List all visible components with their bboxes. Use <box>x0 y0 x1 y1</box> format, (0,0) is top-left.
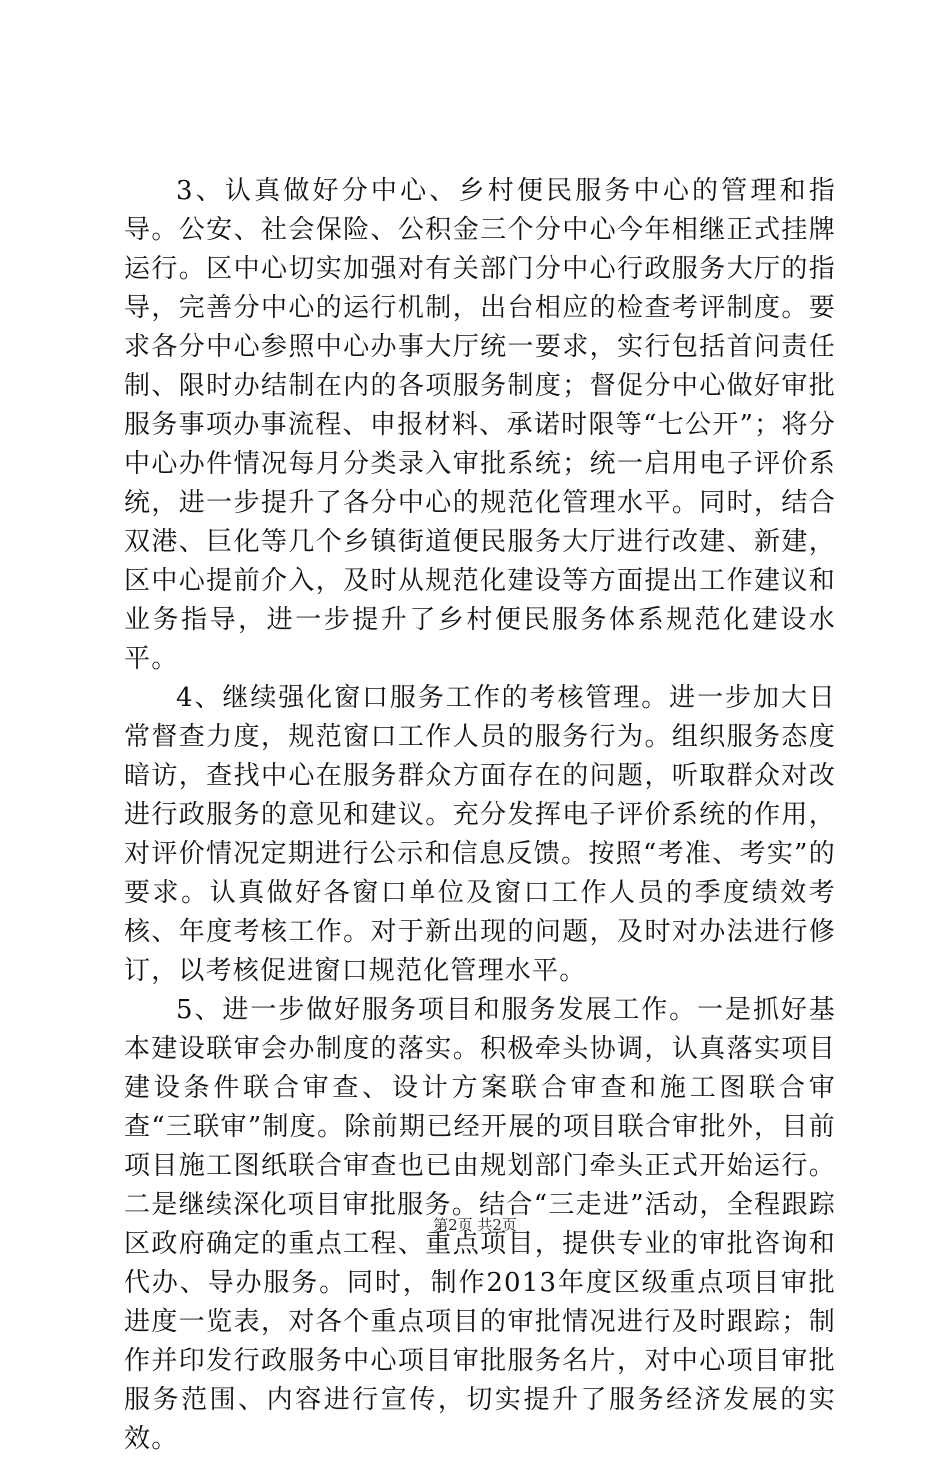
paragraph-3: 3、认真做好分中心、乡村便民服务中心的管理和指导。公安、社会保险、公积金三个分中心今年相继正式挂牌运行。区中心切实加强对有关部门分中心行政服务大厅的指导，完善分中心的运行机制，出台相应的检查考评制度。要求各分中心参照中心办事大厅统一要求，实行包括首问责任制、限时办结制在内的各项服务制度；督促分中心做好审批服务事项办事流程、申报材料、承诺时限等“七公开”；将分中心办件情况每月分类录入审批系统；统一启用电子评价系统，进一步提升了各分中心的规范化管理水平。同时，结合双港、巨化等几个乡镇街道便民服务大厅进行改建、新建，区中心提前介入，及时从规范化建设等方面提出工作建议和业务指导，进一步提升了乡村便民服务体系规范化建设水平。 <box>124 176 836 674</box>
paragraph-4: 4、继续强化窗口服务工作的考核管理。进一步加大日常督查力度，规范窗口工作人员的服务行为。组织服务态度暗访，查找中心在服务群众方面存在的问题，听取群众对改进行政服务的意见和建议。充分发挥电子评价系统的作用，对评价情况定期进行公示和信息反馈。按照“考准、考实”的要求。认真做好各窗口单位及窗口工作人员的季度绩效考核、年度考核工作。对于新出现的问题，及时对办法进行修订，以考核促进窗口规范化管理水平。 <box>124 683 836 986</box>
page-footer: 第2页 共2页 <box>433 1216 517 1234</box>
document-body <box>124 172 836 1459</box>
paragraph-5: 5、进一步做好服务项目和服务发展工作。一是抓好基本建设联审会办制度的落实。积极牵头协调，认真落实项目建设条件联合审查、设计方案联合审查和施工图联合审查“三联审”制度。除前期已经开展的项目联合审批外，目前项目施工图纸联合审查也已由规划部门牵头正式开始运行。二是继续深化项目审批服务。结合“三走进”活动，全程跟踪区政府确定的重点工程、重点项目，提供专业的审批咨询和代办、导办服务。同时，制作2013年度区级重点项目审批进度一览表，对各个重点项目的审批情况进行及时跟踪；制作并印发行政服务中心项目审批服务名片，对中心项目审批服务范围、内容进行宣传，切实提升了服务经济发展的实效。 <box>124 995 836 1454</box>
